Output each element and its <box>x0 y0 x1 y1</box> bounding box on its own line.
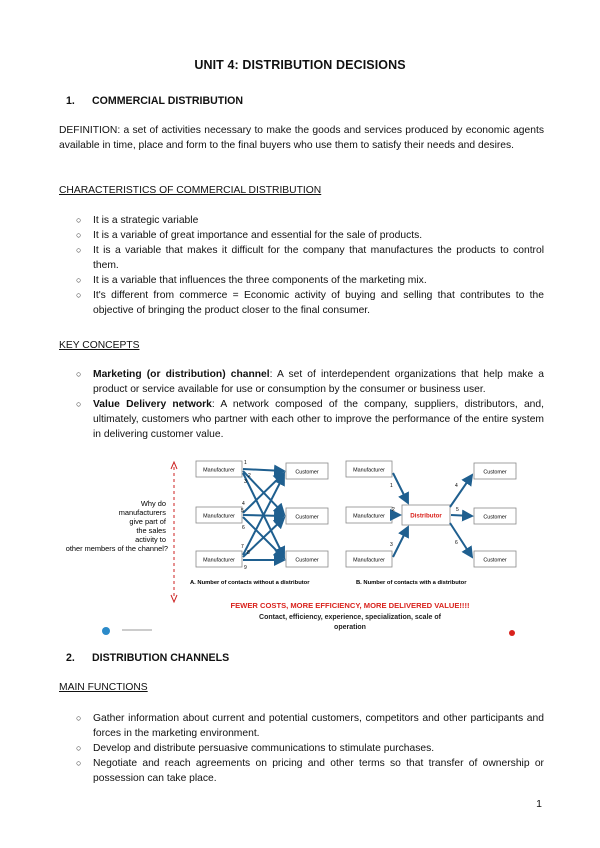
characteristics-heading: CHARACTERISTICS OF COMMERCIAL DISTRIBUTION <box>59 185 322 196</box>
corner-dot-icon <box>509 630 515 636</box>
caption-a: A. Number of contacts without a distributor <box>190 580 310 586</box>
list-item: ○ Gather information about current and potential customers, competitors and other participants and forces in the marketing environment. <box>76 713 544 739</box>
bullet-icon: ○ <box>76 245 82 255</box>
section-number: 1. <box>66 95 75 107</box>
svg-text:2: 2 <box>248 473 251 479</box>
list-item <box>76 397 544 442</box>
svg-text:1: 1 <box>390 483 393 489</box>
diagram-part-a <box>190 460 328 586</box>
customer-label: Customer <box>295 514 319 521</box>
manufacturer-label: Manufacturer <box>353 467 385 474</box>
svg-text:3: 3 <box>244 479 247 485</box>
bullet-icon: ○ <box>76 369 82 379</box>
section-number: 2. <box>66 652 75 664</box>
svg-text:9: 9 <box>244 565 247 571</box>
svg-text:8: 8 <box>247 550 250 556</box>
caption-b: B. Number of contacts with a distributor <box>356 580 467 586</box>
customer-label: Customer <box>295 469 319 476</box>
customer-label: Customer <box>483 469 507 476</box>
list-item: ○ It is a variable that influences the three components of the marketing mix. <box>76 275 427 286</box>
bullet-icon: ○ <box>76 758 82 768</box>
bullet-icon: ○ <box>76 399 82 409</box>
down-arrow-icon <box>171 595 177 602</box>
diagram-question: Why do manufacturers give part of the sales activity to other members of the channel? <box>65 499 168 553</box>
concept-definition: : A network composed of the company, suppliers, distributors, and, ultimately, customers who partner with each other to improve the performance of the entire system in delivering customer value. <box>93 399 544 440</box>
highlight-text: FEWER COSTS, MORE EFFICIENCY, MORE DELIVERED VALUE!!!! <box>230 601 470 610</box>
list-item: ○ It is a strategic variable <box>76 215 199 226</box>
svg-text:3: 3 <box>390 542 393 548</box>
watermark-fragment <box>122 629 152 631</box>
svg-text:5: 5 <box>456 507 459 513</box>
section-title: COMMERCIAL DISTRIBUTION <box>92 95 244 107</box>
bullet-icon: ○ <box>76 230 82 240</box>
bullet-icon: ○ <box>76 215 82 225</box>
manufacturer-label: Manufacturer <box>353 557 385 564</box>
svg-text:5: 5 <box>241 508 244 514</box>
bullet-icon: ○ <box>76 713 82 723</box>
benefits-line-1: Contact, efficiency, experience, specialization, scale of <box>259 614 441 621</box>
key-concepts-list <box>76 367 544 442</box>
manufacturer-label: Manufacturer <box>203 557 235 564</box>
key-concepts-heading: KEY CONCEPTS <box>59 340 140 351</box>
main-functions-heading: MAIN FUNCTIONS <box>59 682 148 693</box>
distribution-diagram <box>65 457 520 635</box>
concept-term: Marketing (or distribution) channel <box>93 369 270 380</box>
logo-fragment-icon <box>102 627 110 635</box>
list-item <box>76 367 544 397</box>
definition-paragraph: DEFINITION: a set of activities necessary to make the goods and services produced by economic agents available in time, place and form to the final buyers who use them to satisfy their needs and desires. <box>59 125 544 151</box>
contact-arrows-a <box>243 469 284 560</box>
list-item: ○ Negotiate and reach agreements on pricing and other terms so that transfer of ownership or possession can take place. <box>76 758 544 784</box>
concept-definition: : A set of interdependent organizations that help make a product or service available for use or consumption by the consumer or business user. <box>93 369 544 395</box>
benefits-line-2: operation <box>334 624 366 631</box>
functions-list <box>76 711 544 786</box>
bullet-icon: ○ <box>76 275 82 285</box>
diagram-part-b <box>346 461 516 586</box>
customer-label: Customer <box>483 514 507 521</box>
svg-text:6: 6 <box>242 525 245 531</box>
list-item: ○ It is a variable that makes it difficult for the company that manufactures the products to control them. <box>76 245 544 271</box>
page-number: 1 <box>536 798 542 810</box>
svg-text:4: 4 <box>242 501 245 507</box>
distributor-label: Distributor <box>410 512 442 520</box>
svg-text:4: 4 <box>455 483 458 489</box>
manufacturer-label: Manufacturer <box>353 513 385 520</box>
concept-term: Value Delivery network <box>93 399 212 410</box>
svg-text:1: 1 <box>244 460 247 466</box>
list-item: ○ It is a variable of great importance and essential for the sale of products. <box>76 230 423 241</box>
section-heading-commercial-distribution <box>66 95 243 107</box>
manufacturer-label: Manufacturer <box>203 513 235 520</box>
customer-label: Customer <box>483 557 507 564</box>
section-heading-distribution-channels <box>66 652 229 664</box>
bullet-icon: ○ <box>76 743 82 753</box>
customer-label: Customer <box>295 557 319 564</box>
section-title: DISTRIBUTION CHANNELS <box>92 652 230 664</box>
characteristics-list <box>76 213 544 318</box>
svg-text:6: 6 <box>455 540 458 546</box>
svg-text:7: 7 <box>241 544 244 550</box>
page-title: UNIT 4: DISTRIBUTION DECISIONS <box>194 58 406 72</box>
list-item: ○ It's different from commerce = Economic activity of buying and selling that contributes to the objective of bringing the product closer to the final consumer. <box>76 290 544 316</box>
bullet-icon: ○ <box>76 290 82 300</box>
manufacturer-label: Manufacturer <box>203 467 235 474</box>
svg-text:2: 2 <box>392 507 395 513</box>
list-item: ○ Develop and distribute persuasive communications to stimulate purchases. <box>76 743 435 754</box>
